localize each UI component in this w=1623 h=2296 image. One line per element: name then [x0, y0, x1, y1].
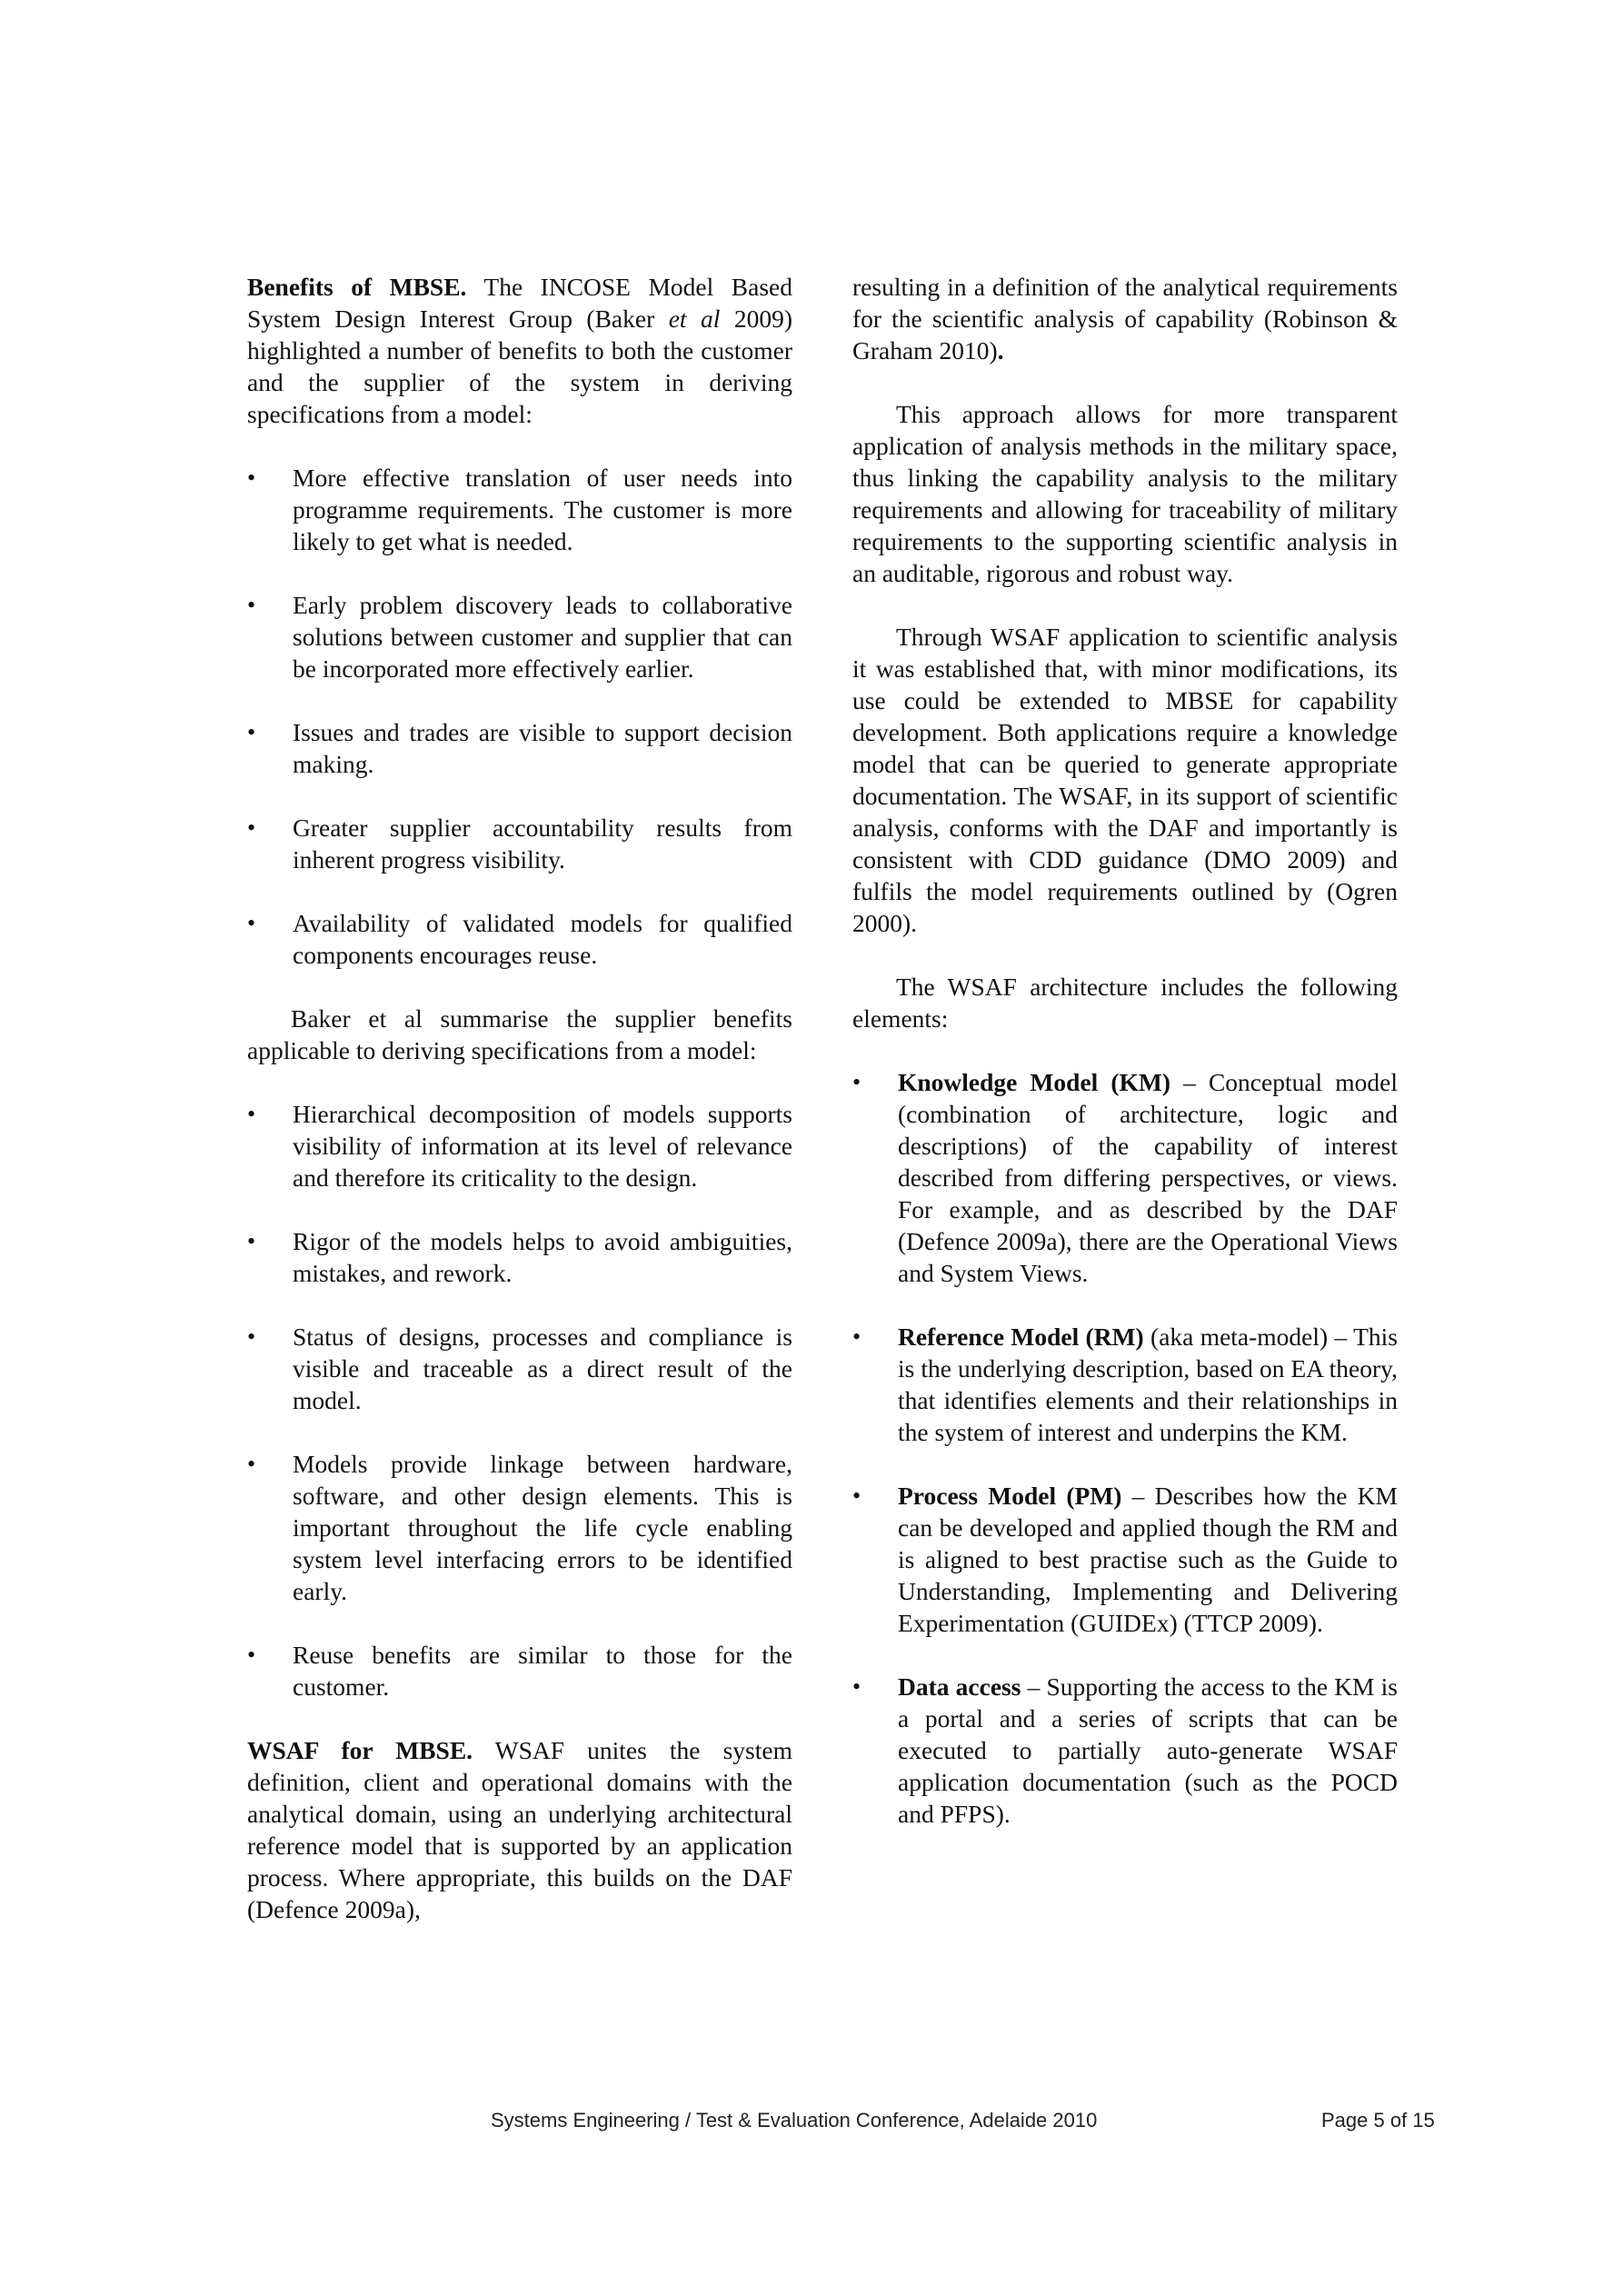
- list-item: [247, 1225, 792, 1289]
- list-item-text: Status of designs, processes and compliance is visible and traceable as a direct result of the model.: [293, 1323, 792, 1414]
- list-item-text: Early problem discovery leads to collaborative solutions between customer and supplier that can be incorporated more effectively earlier.: [293, 591, 792, 683]
- paragraph-supplier-benefits-intro: Baker et al summarise the supplier benefits applicable to deriving specifications from a model:: [247, 1004, 792, 1064]
- paragraph-continuation: [852, 271, 1398, 366]
- list-item-text: Hierarchical decomposition of models supports visibility of information at its level of relevance and therefore its criticality to the design.: [293, 1100, 792, 1192]
- list-item-text: Availability of validated models for qualified components encourages reuse.: [293, 909, 792, 969]
- list-item-term: Knowledge Model (KM): [898, 1068, 1171, 1096]
- bullet-icon: •: [247, 1101, 256, 1127]
- list-item-text: Rigor of the models helps to avoid ambiguities, mistakes, and rework.: [293, 1227, 792, 1287]
- footer-page-number: Page 5 of 15: [1321, 2109, 1435, 2131]
- bullet-icon: •: [852, 1673, 861, 1700]
- wsaf-elements-list: [852, 1066, 1398, 1830]
- bullet-icon: •: [247, 719, 256, 745]
- paragraph-benefits-of-mbse: [247, 271, 792, 430]
- right-column: [852, 271, 1398, 1862]
- list-item: [247, 907, 792, 971]
- list-item-text: – Conceptual model (combination of architecture, logic and descriptions) of the capability of interest described from differing perspectives, or views. For example, and as described by the DAF (Defence 2009a), there are the Operational Views and System Views.: [898, 1068, 1398, 1287]
- bold-period: .: [997, 336, 1004, 364]
- list-item: [247, 462, 792, 557]
- bullet-icon: •: [247, 910, 256, 936]
- bullet-icon: •: [852, 1323, 861, 1350]
- list-item-term: Reference Model (RM): [898, 1323, 1144, 1351]
- customer-benefits-list: [247, 462, 792, 971]
- list-item-text: Issues and trades are visible to support decision making.: [293, 718, 792, 778]
- bullet-icon: •: [852, 1069, 861, 1095]
- list-item: [247, 1321, 792, 1416]
- left-column: [247, 271, 792, 1925]
- list-item: [247, 716, 792, 780]
- bullet-icon: •: [247, 1642, 256, 1668]
- list-item-term: Data access: [898, 1672, 1021, 1701]
- list-item-text: (aka meta-model) – This is the underlying description, based on EA theory, that identifies elements and their relationships in the system of interest and underpins the KM.: [898, 1323, 1398, 1446]
- section-heading-wsaf: WSAF for MBSE.: [247, 1736, 473, 1764]
- list-item: [852, 1671, 1398, 1830]
- list-item: [852, 1321, 1398, 1448]
- list-item-term: Process Model (PM): [898, 1482, 1122, 1510]
- bullet-icon: •: [852, 1482, 861, 1509]
- bullet-icon: •: [247, 1451, 256, 1477]
- bullet-icon: •: [247, 1228, 256, 1254]
- supplier-benefits-list: [247, 1098, 792, 1702]
- paragraph-text: WSAF unites the system definition, client and operational domains with the analytical domain, using an underlying architectural reference model that is supported by an application process. Where appropriate, this builds on the DAF (Defence 2009a),: [247, 1736, 792, 1923]
- bullet-icon: •: [247, 1323, 256, 1350]
- paragraph-text: 2009) highlighted a number of benefits to both the customer and the supplier of the system in deriving specifications from a model:: [247, 304, 792, 428]
- list-item: [247, 1098, 792, 1193]
- footer-conference: Systems Engineering / Test & Evaluation Conference, Adelaide 2010: [491, 2109, 1098, 2131]
- list-item-text: Models provide linkage between hardware, software, and other design elements. This is important throughout the life cycle enabling system level interfacing errors to be identified early.: [293, 1450, 792, 1605]
- paragraph-text: resulting in a definition of the analytical requirements for the scientific analysis of capability (Robinson & Graham 2010): [852, 273, 1398, 364]
- list-item: [852, 1480, 1398, 1639]
- bullet-icon: •: [247, 814, 256, 841]
- list-item: [247, 1448, 792, 1607]
- list-item: [247, 589, 792, 684]
- list-item-text: – Describes how the KM can be developed and applied though the RM and is aligned to best practise such as the Guide to Understanding, Implementing and Delivering Experimentation (GUIDEx) (TTCP 2009).: [898, 1482, 1398, 1637]
- paragraph-wsaf-for-mbse: [247, 1734, 792, 1925]
- list-item-text: Greater supplier accountability results from inherent progress visibility.: [293, 814, 792, 873]
- list-item: [247, 1639, 792, 1702]
- bullet-icon: •: [247, 464, 256, 491]
- paragraph-text: The INCOSE Model Based System Design Interest Group (Baker: [247, 273, 792, 333]
- list-item: [852, 1066, 1398, 1289]
- section-heading-benefits: Benefits of MBSE.: [247, 273, 467, 301]
- list-item-text: More effective translation of user needs into programme requirements. The customer is more likely to get what is needed.: [293, 464, 792, 555]
- bullet-icon: •: [247, 592, 256, 618]
- italic-text: et al: [668, 304, 721, 333]
- list-item: [247, 812, 792, 875]
- paragraph-architecture-intro: The WSAF architecture includes the following elements:: [852, 973, 1398, 1033]
- list-item-text: – Supporting the access to the KM is a portal and a series of scripts that can be executed to partially auto-generate WSAF application documentation (such as the POCD and PFPS).: [898, 1672, 1398, 1828]
- paragraph-transparent-analysis: This approach allows for more transparent application of analysis methods in the military space, thus linking the capability analysis to the military requirements and allowing for traceability of military requirements to the supporting scientific analysis in an auditable, rigorous and robust way.: [852, 400, 1398, 587]
- list-item-text: Reuse benefits are similar to those for the customer.: [293, 1641, 792, 1701]
- paragraph-wsaf-application: Through WSAF application to scientific analysis it was established that, with minor modifications, its use could be extended to MBSE for capability development. Both applications require a knowledge model that can be queried to generate appropriate documentation. The WSAF, in its support of scientific analysis, conforms with the DAF and importantly is consistent with CDD guidance (DMO 2009) and fulfils the model requirements outlined by (Ogren 2000).: [852, 623, 1398, 937]
